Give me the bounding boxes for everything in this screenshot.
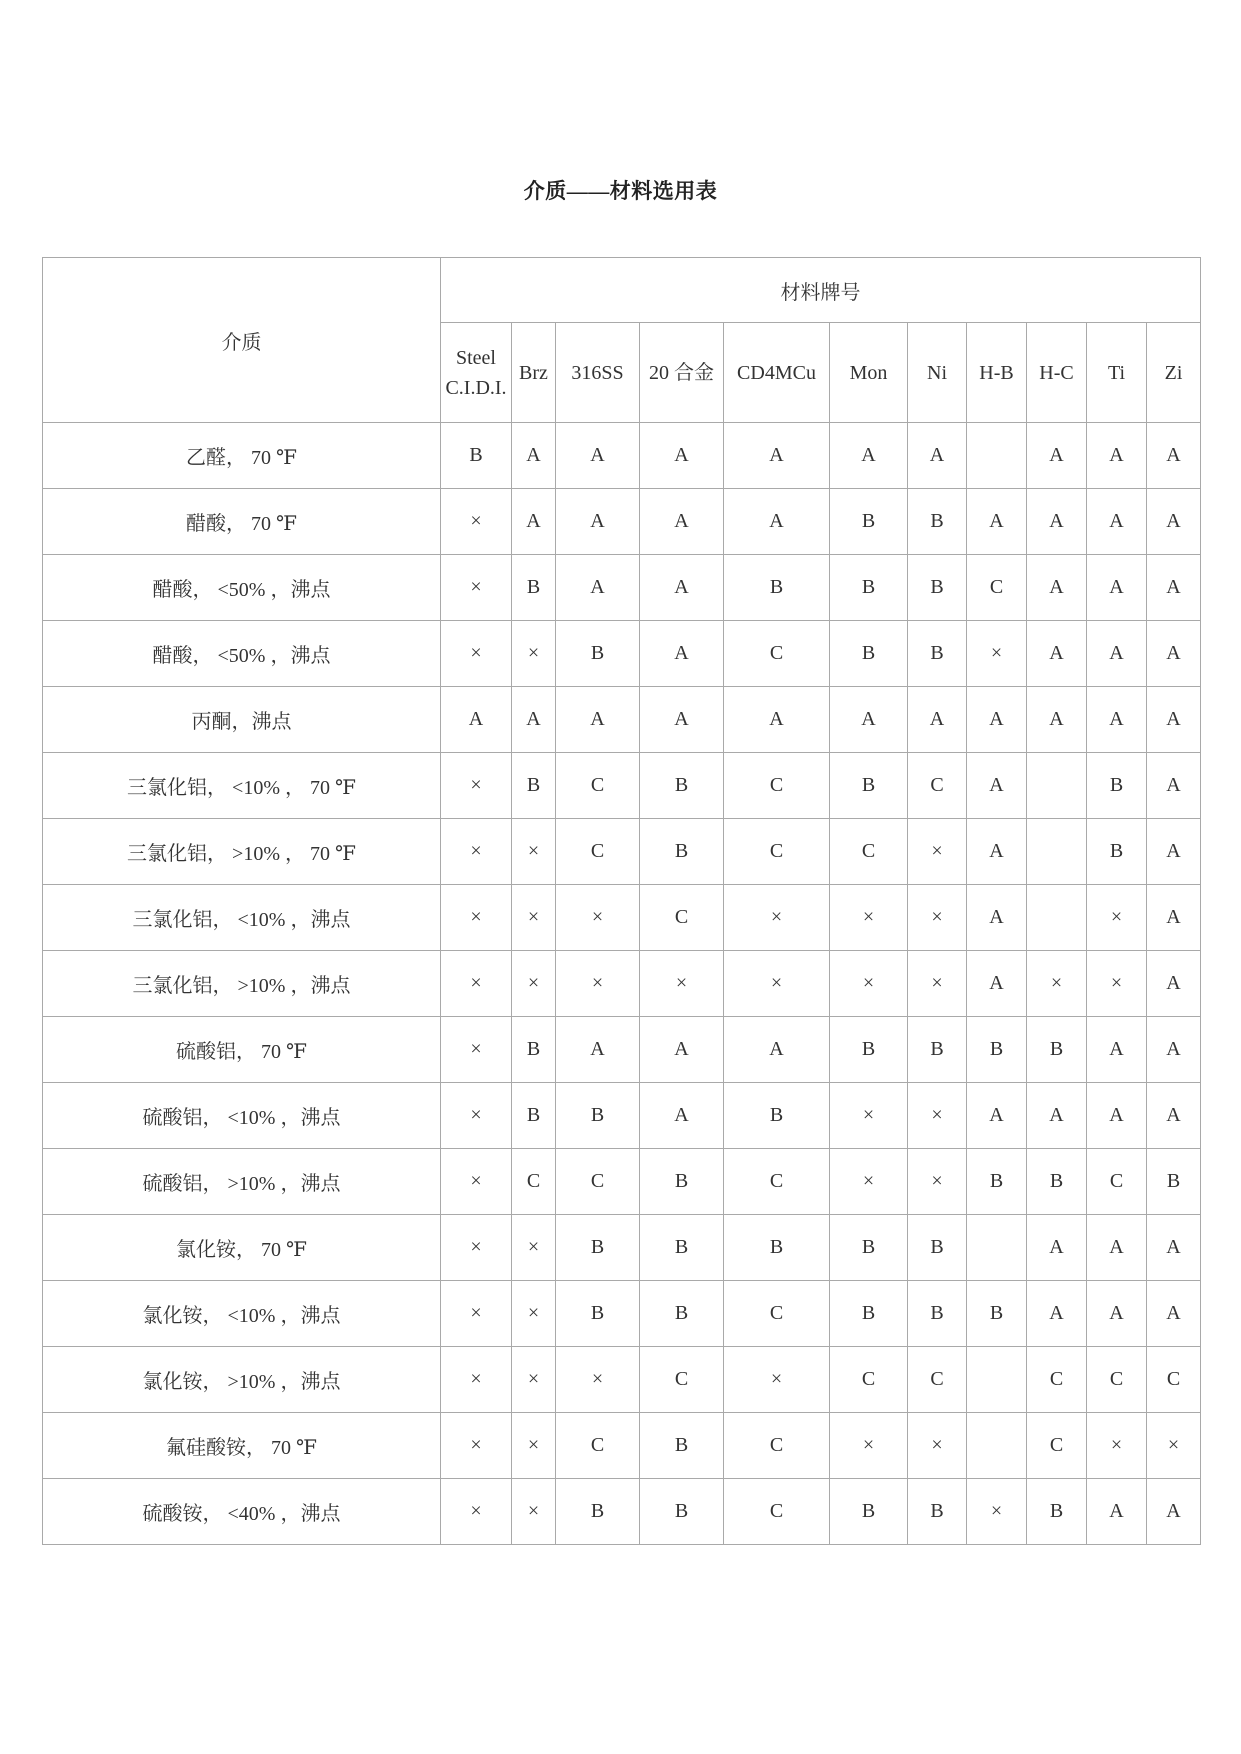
- rating-cell: ×: [441, 1479, 512, 1545]
- rating-cell: [967, 1413, 1027, 1479]
- rating-cell: ×: [1027, 951, 1087, 1017]
- rating-cell: ×: [441, 489, 512, 555]
- rating-cell: B: [640, 1479, 724, 1545]
- medium-cell: 醋酸， <50% ，沸点: [43, 621, 441, 687]
- rating-cell: C: [1087, 1347, 1147, 1413]
- rating-cell: A: [512, 423, 556, 489]
- rating-cell: A: [1027, 1215, 1087, 1281]
- rating-cell: B: [512, 1017, 556, 1083]
- rating-cell: B: [512, 753, 556, 819]
- rating-cell: C: [724, 1149, 830, 1215]
- rating-cell: B: [830, 1017, 908, 1083]
- medium-cell: 醋酸， <50% ，沸点: [43, 555, 441, 621]
- rating-cell: A: [967, 489, 1027, 555]
- rating-cell: ×: [830, 951, 908, 1017]
- rating-cell: C: [556, 753, 640, 819]
- rating-cell: B: [967, 1149, 1027, 1215]
- rating-cell: C: [556, 819, 640, 885]
- rating-cell: A: [1147, 951, 1201, 1017]
- rating-cell: A: [830, 423, 908, 489]
- rating-cell: B: [830, 1281, 908, 1347]
- table-row: [43, 951, 1201, 1017]
- rating-cell: A: [1027, 687, 1087, 753]
- rating-cell: A: [724, 423, 830, 489]
- rating-cell: A: [640, 423, 724, 489]
- rating-cell: A: [640, 1083, 724, 1149]
- rating-cell: B: [724, 1083, 830, 1149]
- rating-cell: ×: [441, 951, 512, 1017]
- rating-cell: A: [1087, 1281, 1147, 1347]
- material-column-header: CD4MCu: [724, 323, 830, 423]
- rating-cell: A: [1087, 423, 1147, 489]
- rating-cell: B: [830, 489, 908, 555]
- rating-cell: A: [724, 489, 830, 555]
- rating-cell: A: [967, 819, 1027, 885]
- rating-cell: A: [967, 687, 1027, 753]
- table-row: [43, 687, 1201, 753]
- medium-cell: 氯化铵， 70 ℉: [43, 1215, 441, 1281]
- rating-cell: A: [556, 1017, 640, 1083]
- rating-cell: A: [908, 423, 967, 489]
- rating-cell: ×: [441, 753, 512, 819]
- rating-cell: ×: [512, 1281, 556, 1347]
- rating-cell: B: [908, 489, 967, 555]
- rating-cell: B: [556, 621, 640, 687]
- medium-cell: 氯化铵， >10% ，沸点: [43, 1347, 441, 1413]
- medium-cell: 三氯化铝， <10% ， 70 ℉: [43, 753, 441, 819]
- material-column-header: H-B: [967, 323, 1027, 423]
- rating-cell: B: [512, 555, 556, 621]
- rating-cell: B: [967, 1017, 1027, 1083]
- rating-cell: ×: [512, 885, 556, 951]
- material-column-header: Brz: [512, 323, 556, 423]
- rating-cell: A: [1087, 1215, 1147, 1281]
- rating-cell: A: [640, 621, 724, 687]
- rating-cell: ×: [556, 951, 640, 1017]
- table-row: [43, 753, 1201, 819]
- rating-cell: C: [512, 1149, 556, 1215]
- rating-cell: B: [908, 1281, 967, 1347]
- rating-cell: ×: [908, 885, 967, 951]
- rating-cell: B: [1087, 819, 1147, 885]
- rating-cell: C: [908, 1347, 967, 1413]
- medium-column-header: 介质: [43, 258, 441, 423]
- document-title: 介质——材料选用表: [523, 179, 718, 203]
- rating-cell: [1027, 819, 1087, 885]
- rating-cell: A: [556, 555, 640, 621]
- rating-cell: A: [1027, 621, 1087, 687]
- rating-cell: A: [1087, 1083, 1147, 1149]
- medium-cell: 硫酸铝， <10% ，沸点: [43, 1083, 441, 1149]
- rating-cell: A: [556, 687, 640, 753]
- rating-cell: C: [724, 819, 830, 885]
- rating-cell: B: [640, 819, 724, 885]
- rating-cell: B: [640, 1413, 724, 1479]
- rating-cell: A: [1147, 489, 1201, 555]
- rating-cell: A: [967, 951, 1027, 1017]
- medium-cell: 醋酸， 70 ℉: [43, 489, 441, 555]
- material-column-header: Zi: [1147, 323, 1201, 423]
- rating-cell: B: [556, 1479, 640, 1545]
- rating-cell: A: [512, 687, 556, 753]
- rating-cell: [967, 1215, 1027, 1281]
- rating-cell: A: [1087, 489, 1147, 555]
- rating-cell: A: [640, 1017, 724, 1083]
- rating-cell: ×: [441, 885, 512, 951]
- rating-cell: ×: [512, 1413, 556, 1479]
- rating-cell: A: [512, 489, 556, 555]
- rating-cell: A: [908, 687, 967, 753]
- rating-cell: A: [1027, 1281, 1087, 1347]
- rating-cell: ×: [967, 621, 1027, 687]
- material-column-header: Ni: [908, 323, 967, 423]
- medium-cell: 硫酸铝， 70 ℉: [43, 1017, 441, 1083]
- table-row: [43, 1413, 1201, 1479]
- rating-cell: A: [1147, 687, 1201, 753]
- rating-cell: ×: [441, 1281, 512, 1347]
- rating-cell: ×: [441, 555, 512, 621]
- table-row: [43, 489, 1201, 555]
- rating-cell: A: [1027, 1083, 1087, 1149]
- table-row: [43, 621, 1201, 687]
- table-row: [43, 1215, 1201, 1281]
- table-row: [43, 423, 1201, 489]
- material-column-header: Ti: [1087, 323, 1147, 423]
- rating-cell: A: [1147, 1215, 1201, 1281]
- rating-cell: C: [1087, 1149, 1147, 1215]
- rating-cell: ×: [1147, 1413, 1201, 1479]
- table-row: [43, 1017, 1201, 1083]
- rating-cell: B: [967, 1281, 1027, 1347]
- rating-cell: ×: [908, 951, 967, 1017]
- rating-cell: ×: [1087, 951, 1147, 1017]
- rating-cell: ×: [556, 1347, 640, 1413]
- rating-cell: C: [908, 753, 967, 819]
- rating-cell: A: [1087, 1017, 1147, 1083]
- rating-cell: A: [830, 687, 908, 753]
- rating-cell: A: [967, 1083, 1027, 1149]
- table-row: [43, 555, 1201, 621]
- table-row: [43, 1083, 1201, 1149]
- rating-cell: A: [1147, 621, 1201, 687]
- material-column-header: Steel C.I.D.I.: [441, 323, 512, 423]
- rating-cell: A: [556, 423, 640, 489]
- rating-cell: C: [830, 1347, 908, 1413]
- rating-cell: A: [1147, 1281, 1201, 1347]
- rating-cell: A: [724, 687, 830, 753]
- rating-cell: A: [1087, 687, 1147, 753]
- rating-cell: A: [1147, 1017, 1201, 1083]
- rating-cell: B: [908, 555, 967, 621]
- rating-cell: B: [556, 1281, 640, 1347]
- rating-cell: ×: [512, 1479, 556, 1545]
- rating-cell: A: [1147, 1083, 1201, 1149]
- rating-cell: A: [1147, 1479, 1201, 1545]
- rating-cell: ×: [967, 1479, 1027, 1545]
- rating-cell: A: [1027, 423, 1087, 489]
- rating-cell: A: [441, 687, 512, 753]
- rating-cell: C: [724, 753, 830, 819]
- rating-cell: C: [1027, 1347, 1087, 1413]
- medium-cell: 乙醛， 70 ℉: [43, 423, 441, 489]
- table-row: [43, 885, 1201, 951]
- rating-cell: ×: [1087, 885, 1147, 951]
- rating-cell: [967, 1347, 1027, 1413]
- rating-cell: C: [830, 819, 908, 885]
- rating-cell: B: [556, 1083, 640, 1149]
- material-grade-header: 材料牌号: [441, 258, 1201, 323]
- medium-cell: 丙酮，沸点: [43, 687, 441, 753]
- rating-cell: B: [1027, 1017, 1087, 1083]
- rating-cell: C: [724, 1479, 830, 1545]
- rating-cell: A: [1147, 753, 1201, 819]
- rating-cell: ×: [441, 621, 512, 687]
- material-column-header: H-C: [1027, 323, 1087, 423]
- rating-cell: C: [640, 1347, 724, 1413]
- rating-cell: B: [640, 1149, 724, 1215]
- rating-cell: A: [556, 489, 640, 555]
- rating-cell: C: [1147, 1347, 1201, 1413]
- table-row: [43, 1149, 1201, 1215]
- medium-cell: 硫酸铵， <40% ，沸点: [43, 1479, 441, 1545]
- rating-cell: B: [640, 1281, 724, 1347]
- rating-cell: [1027, 885, 1087, 951]
- rating-cell: A: [1087, 621, 1147, 687]
- rating-cell: ×: [512, 621, 556, 687]
- rating-cell: ×: [724, 1347, 830, 1413]
- rating-cell: A: [640, 489, 724, 555]
- table-row: [43, 1347, 1201, 1413]
- rating-cell: A: [640, 687, 724, 753]
- rating-cell: ×: [830, 885, 908, 951]
- rating-cell: B: [908, 621, 967, 687]
- rating-cell: B: [441, 423, 512, 489]
- rating-cell: ×: [908, 819, 967, 885]
- rating-cell: C: [556, 1413, 640, 1479]
- rating-cell: ×: [512, 1215, 556, 1281]
- rating-cell: A: [967, 885, 1027, 951]
- rating-cell: A: [1147, 885, 1201, 951]
- rating-cell: ×: [908, 1413, 967, 1479]
- rating-cell: A: [1087, 1479, 1147, 1545]
- rating-cell: B: [908, 1017, 967, 1083]
- rating-cell: [1027, 753, 1087, 819]
- medium-cell: 三氯化铝， >10% ， 70 ℉: [43, 819, 441, 885]
- rating-cell: B: [556, 1215, 640, 1281]
- rating-cell: B: [1087, 753, 1147, 819]
- rating-cell: ×: [724, 951, 830, 1017]
- medium-cell: 三氯化铝， >10% ，沸点: [43, 951, 441, 1017]
- rating-cell: C: [1027, 1413, 1087, 1479]
- rating-cell: ×: [640, 951, 724, 1017]
- rating-cell: B: [1027, 1479, 1087, 1545]
- rating-cell: A: [1027, 489, 1087, 555]
- rating-cell: C: [724, 1413, 830, 1479]
- rating-cell: ×: [512, 951, 556, 1017]
- medium-cell: 氟硅酸铵， 70 ℉: [43, 1413, 441, 1479]
- rating-cell: ×: [512, 819, 556, 885]
- rating-cell: B: [908, 1215, 967, 1281]
- material-column-header: 316SS: [556, 323, 640, 423]
- rating-cell: ×: [830, 1149, 908, 1215]
- material-selection-table: [42, 257, 1201, 1545]
- rating-cell: B: [640, 1215, 724, 1281]
- rating-cell: B: [908, 1479, 967, 1545]
- rating-cell: A: [640, 555, 724, 621]
- rating-cell: A: [724, 1017, 830, 1083]
- rating-cell: C: [724, 1281, 830, 1347]
- table-row: [43, 819, 1201, 885]
- medium-cell: 硫酸铝， >10% ，沸点: [43, 1149, 441, 1215]
- rating-cell: A: [1147, 819, 1201, 885]
- rating-cell: B: [830, 1479, 908, 1545]
- rating-cell: ×: [908, 1083, 967, 1149]
- rating-cell: C: [556, 1149, 640, 1215]
- rating-cell: ×: [556, 885, 640, 951]
- table-row: [43, 1281, 1201, 1347]
- rating-cell: B: [830, 1215, 908, 1281]
- rating-cell: ×: [441, 1413, 512, 1479]
- table-body: [43, 423, 1201, 1545]
- material-column-header: 20 合金: [640, 323, 724, 423]
- material-column-header: Mon: [830, 323, 908, 423]
- rating-cell: A: [1147, 423, 1201, 489]
- rating-cell: C: [724, 621, 830, 687]
- rating-cell: ×: [724, 885, 830, 951]
- rating-cell: A: [967, 753, 1027, 819]
- rating-cell: A: [1027, 555, 1087, 621]
- medium-cell: 氯化铵， <10% ，沸点: [43, 1281, 441, 1347]
- rating-cell: ×: [441, 1017, 512, 1083]
- rating-cell: ×: [441, 1083, 512, 1149]
- rating-cell: ×: [441, 1149, 512, 1215]
- rating-cell: ×: [830, 1413, 908, 1479]
- rating-cell: ×: [512, 1347, 556, 1413]
- rating-cell: ×: [441, 1215, 512, 1281]
- rating-cell: B: [724, 555, 830, 621]
- rating-cell: ×: [441, 1347, 512, 1413]
- rating-cell: B: [724, 1215, 830, 1281]
- rating-cell: B: [512, 1083, 556, 1149]
- rating-cell: ×: [1087, 1413, 1147, 1479]
- medium-cell: 三氯化铝， <10% ，沸点: [43, 885, 441, 951]
- rating-cell: C: [967, 555, 1027, 621]
- rating-cell: B: [830, 753, 908, 819]
- rating-cell: B: [1027, 1149, 1087, 1215]
- rating-cell: [967, 423, 1027, 489]
- rating-cell: B: [1147, 1149, 1201, 1215]
- rating-cell: C: [640, 885, 724, 951]
- rating-cell: B: [830, 621, 908, 687]
- rating-cell: ×: [908, 1149, 967, 1215]
- rating-cell: A: [1147, 555, 1201, 621]
- rating-cell: B: [640, 753, 724, 819]
- rating-cell: A: [1087, 555, 1147, 621]
- rating-cell: ×: [441, 819, 512, 885]
- rating-cell: B: [830, 555, 908, 621]
- table-row: [43, 1479, 1201, 1545]
- rating-cell: ×: [830, 1083, 908, 1149]
